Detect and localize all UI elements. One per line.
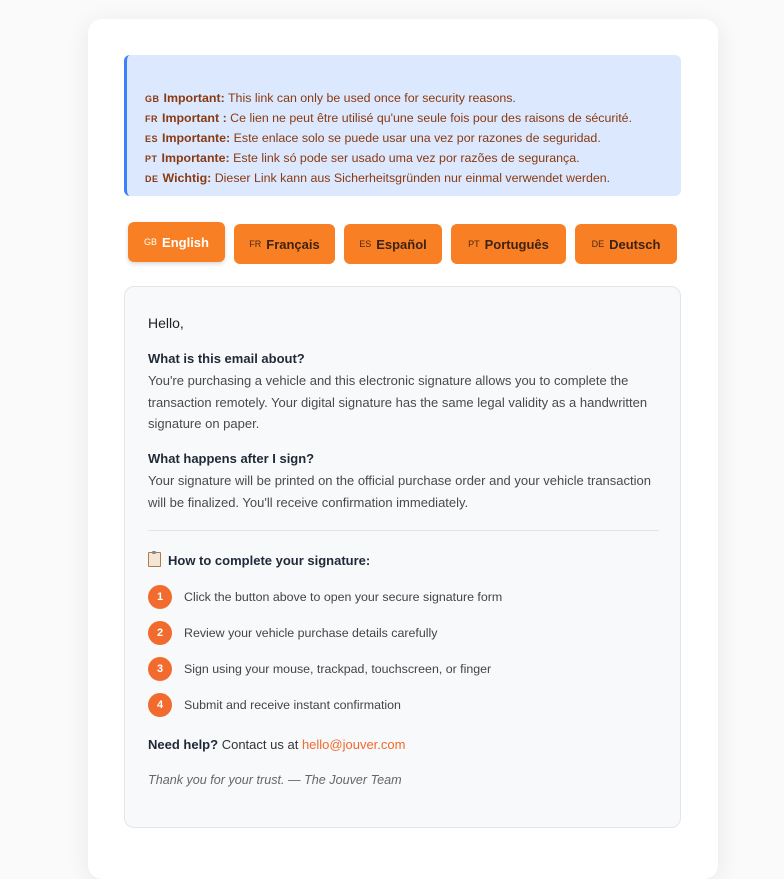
support-email-link[interactable]: hello@jouver.com	[301, 737, 406, 752]
lang-button-portugues[interactable]: PT Português	[451, 224, 566, 264]
step-number-badge: 3	[148, 657, 172, 681]
lang-button-espanol[interactable]: ES Español	[344, 224, 442, 264]
signoff: Thank you for your trust. — The Jouver Team	[148, 773, 402, 787]
divider	[148, 530, 659, 531]
notice-line-es: ES Importante: Este enlace solo se puede usar una vez por razones de seguridad.	[145, 131, 601, 145]
notice-line-pt: PT Importante: Este link só pode ser usado uma vez por razões de segurança.	[145, 151, 580, 165]
lang-button-francais[interactable]: FR Français	[234, 224, 335, 264]
notice-line-fr: FR Important : Ce lien ne peut être utilisé qu'une seule fois pour des raisons de sécurité.	[145, 111, 633, 125]
step-number-badge: 4	[148, 693, 172, 717]
answer-after-sign: Your signature will be printed on the official purchase order and your vehicle transaction will be finalized. You'll receive confirmation immediately.	[148, 473, 651, 510]
lang-button-english[interactable]: GB English	[128, 222, 225, 262]
answer-what-about: You're purchasing a vehicle and this electronic signature allows you to complete the transaction remotely. Your digital signature has the same legal validity as a handwritten signature on paper.	[148, 373, 648, 431]
email-card	[88, 19, 718, 879]
notice-line-gb: GB Important: This link can only be used once for security reasons.	[145, 91, 516, 105]
email-content	[124, 286, 681, 828]
help-line: Need help? Contact us at hello@jouver.com	[148, 737, 406, 752]
notice-line-de: DE Wichtig: Dieser Link kann aus Sicherheitsgründen nur einmal verwendet werden.	[145, 171, 611, 185]
lang-button-deutsch[interactable]: DE Deutsch	[575, 224, 677, 264]
greeting: Hello,	[148, 315, 184, 331]
language-switcher	[128, 222, 688, 268]
step-item: 4 Submit and receive instant confirmation	[148, 693, 401, 717]
howto-heading: How to complete your signature:	[148, 552, 370, 568]
question-after-sign: What happens after I sign?	[148, 451, 315, 466]
clipboard-icon	[148, 552, 161, 567]
step-number-badge: 2	[148, 621, 172, 645]
step-item: 2 Review your vehicle purchase details carefully	[148, 621, 437, 645]
security-notice	[124, 55, 681, 196]
step-number-badge: 1	[148, 585, 172, 609]
question-what-about: What is this email about?	[148, 351, 305, 366]
step-item: 3 Sign using your mouse, trackpad, touchscreen, or finger	[148, 657, 491, 681]
step-item: 1 Click the button above to open your secure signature form	[148, 585, 502, 609]
